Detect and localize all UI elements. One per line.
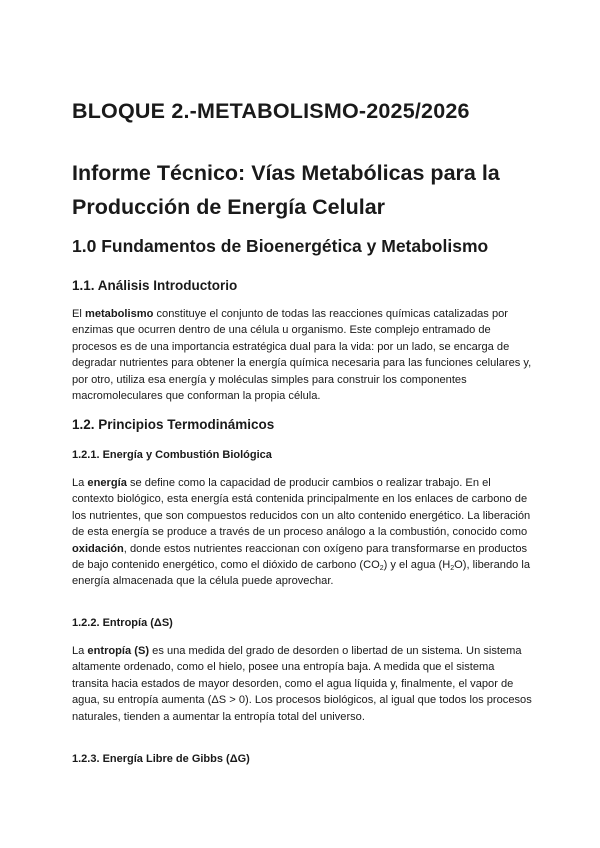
document-title: Informe Técnico: Vías Metabólicas para la Producción de Energía Celular (72, 161, 500, 219)
paragraph-introductory (72, 306, 532, 404)
text-fragment: ) y el agua (H (383, 559, 451, 572)
bold-term-entropia: entropía (S) (87, 645, 150, 657)
section-heading-1-2-1: 1.2.1. Energía y Combustión Biológica (72, 449, 272, 461)
subscript: 2 (379, 565, 384, 573)
section-heading-1-0: 1.0 Fundamentos de Bioenergética y Metabolismo (72, 236, 489, 256)
block-title: BLOQUE 2.-METABOLISMO-2025/2026 (72, 99, 470, 123)
text-fragment: La (72, 477, 88, 489)
bold-term-oxidacion: oxidación (72, 542, 124, 555)
section-heading-1-1: 1.1. Análisis Introductorio (72, 278, 238, 293)
text-fragment: O), liberando la energía almacenada que la célula puede aprovechar. (72, 559, 531, 588)
bold-term-metabolismo: metabolismo (84, 308, 154, 320)
section-heading-1-2-2: 1.2.2. Entropía (ΔS) (72, 617, 173, 629)
section-heading-1-2: 1.2. Principios Termodinámicos (72, 417, 275, 432)
paragraph-entropy (72, 643, 532, 725)
text-fragment: se define como la capacidad de producir cambios o realizar trabajo. En el contexto biológico, esta energía está contenida principalmente en los enlaces de carbono de los nutrientes, que son compuestos reducidos con un alto contenido energético. La liberación de esta energía se produce a través de un proceso análogo a la combustión, conocido como (72, 477, 531, 539)
text-fragment: La (72, 645, 88, 657)
paragraph-energy (72, 475, 532, 590)
text-fragment: El (72, 308, 85, 320)
subscript: 2 (450, 565, 455, 573)
section-heading-1-2-3: 1.2.3. Energía Libre de Gibbs (ΔG) (72, 753, 250, 765)
text-fragment: es una medida del grado de desorden o libertad de un sistema. Un sistema altamente ordenado, como el hielo, posee una entropía baja. A medida que el sistema transita hacia estados de mayor desorden, como el agua líquida y, finalmente, el vapor de agua, su entropía aumenta (ΔS > 0). Los procesos biológicos, al igual que todos los procesos naturales, tienden a aumentar la entropía total del universo. (72, 645, 532, 723)
text-fragment: , donde estos nutrientes reaccionan con oxígeno para transformarse en productos de bajo contenido energético, como el dióxido de carbono (CO (72, 542, 528, 572)
bold-term-energia: energía (87, 477, 127, 489)
text-fragment: constituye el conjunto de todas las reacciones químicas catalizadas por enzimas que ocurren dentro de una célula u organismo. Este complejo entramado de procesos es de una importancia estratégica dual para la vida: por un lado, se encarga de degradar nutrientes para obtener la energía química necesaria para las funciones celulares y, por otro, utiliza esa energía y moléculas simples para construir los componentes macromoleculares que conforman la propia célula. (72, 308, 532, 403)
